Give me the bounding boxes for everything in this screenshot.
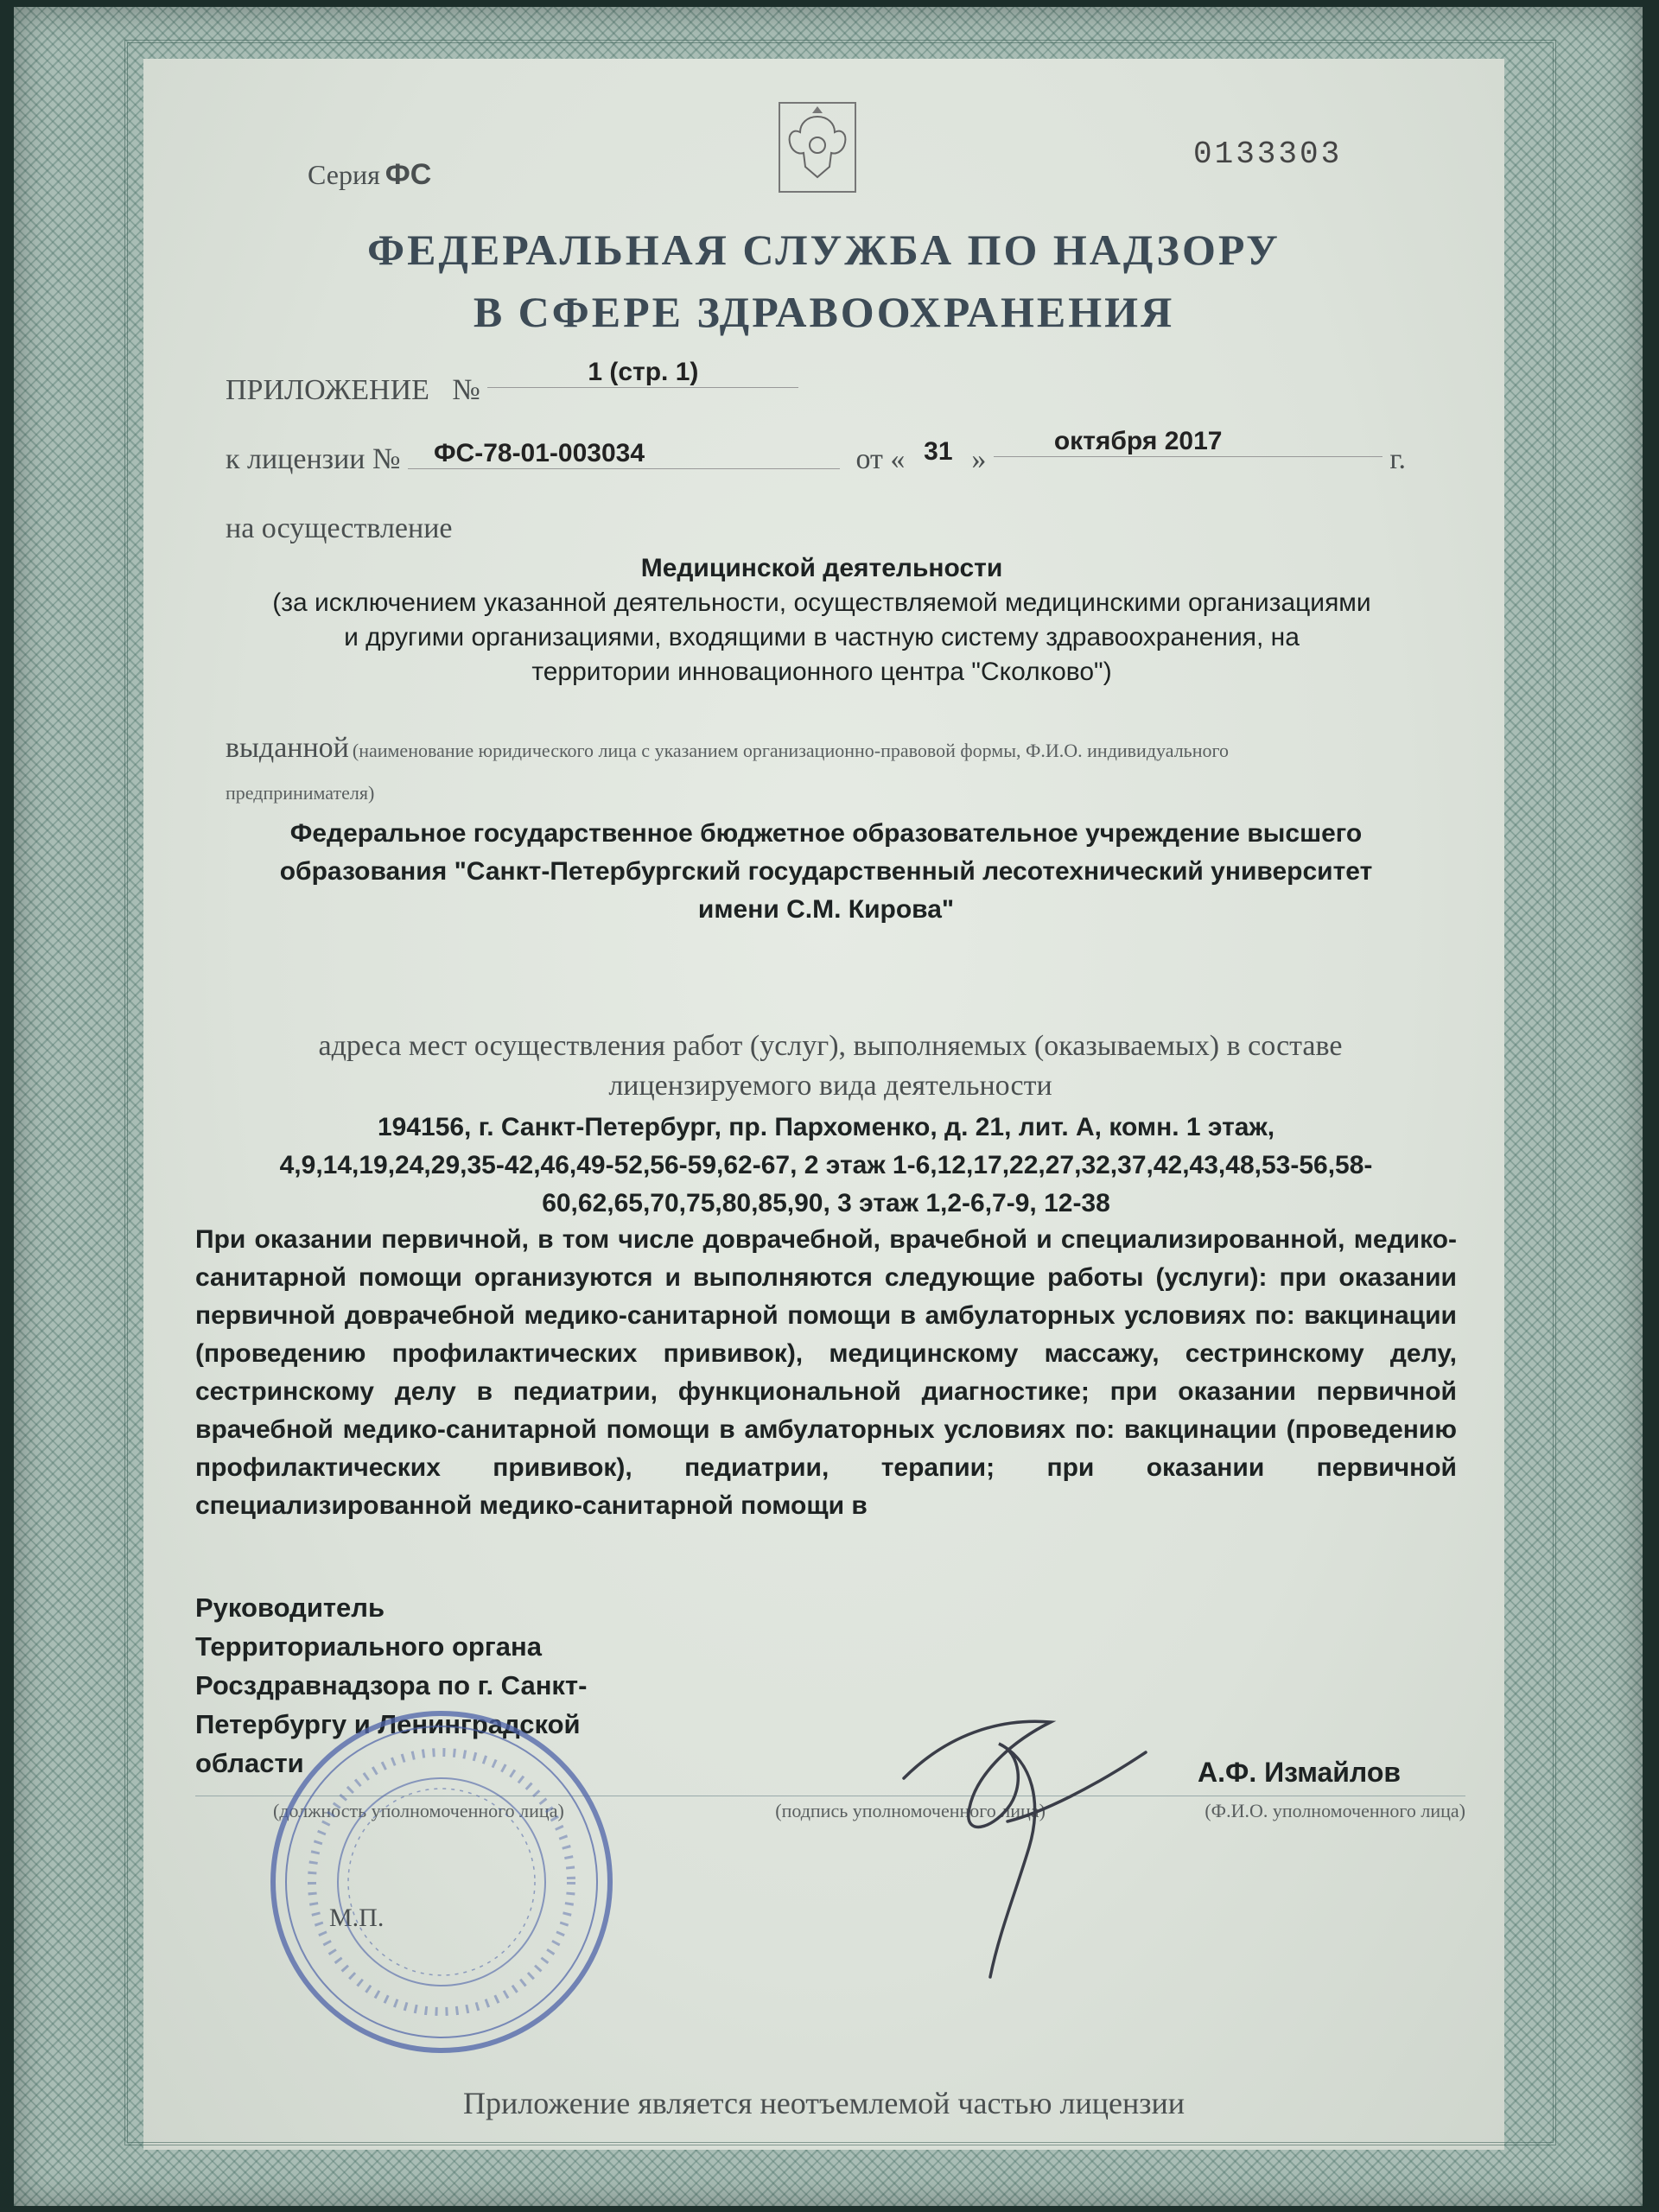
- coat-of-arms-emblem-icon: [774, 98, 861, 197]
- series-value: ФС: [385, 158, 432, 191]
- agency-title: [143, 219, 1504, 343]
- caption-name: (Ф.И.О. уполномоченного лица): [1205, 1800, 1465, 1821]
- agency-title-line1: ФЕДЕРАЛЬНАЯ СЛУЖБА ПО НАДЗОРУ: [367, 226, 1281, 274]
- organization-line3: имени С.М. Кирова": [697, 895, 955, 924]
- appendix-label: ПРИЛОЖЕНИЕ: [226, 374, 429, 406]
- activity-line1: (за исключением указанной деятельности, осуществляемой медицинскими организациями: [272, 588, 1371, 617]
- signatory-name: А.Ф. Измайлов: [1198, 1757, 1402, 1788]
- license-month-year: октября 2017: [994, 427, 1382, 457]
- addresses-label-line1: адреса мест осуществления работ (услуг), выполняемых (оказываемых) в составе: [318, 1030, 1343, 1062]
- license-number: ФС-78-01-003034: [408, 439, 840, 469]
- activity-label: на осуществление: [226, 512, 453, 544]
- license-label: к лицензии №: [226, 443, 401, 475]
- caption-signature: (подпись уполномоченного лица): [775, 1800, 1046, 1821]
- year-suffix: г.: [1389, 443, 1406, 475]
- signatory-line5: области: [195, 1748, 304, 1778]
- signature-captions: [195, 1796, 1465, 1822]
- activity-block: [195, 551, 1448, 690]
- signatory-line2: Территориального органа: [195, 1631, 542, 1662]
- address-line2: 4,9,14,19,24,29,35-42,46,49-52,56-59,62-67, 2 этаж 1-6,12,17,22,27,32,37,42,43,48,53-56,58-: [279, 1151, 1373, 1179]
- document-body: [143, 59, 1504, 2150]
- date-close-quote: »: [971, 443, 987, 475]
- license-day: 31: [924, 437, 953, 466]
- activity-line2: и другими организациями, входящими в частную систему здравоохранения, на: [344, 623, 1300, 652]
- date-open-quote: от «: [855, 443, 906, 475]
- issued-note: (наименование юридического лица с указанием организационно-правовой формы, Ф.И.О. индивидуального: [352, 740, 1229, 761]
- signatory-line4: Петербургу и Ленинградской: [195, 1709, 581, 1739]
- addresses-label-line2: лицензируемого вида деятельности: [608, 1070, 1052, 1102]
- address-line1: 194156, г. Санкт-Петербург, пр. Пархоменко, д. 21, лит. А, комн. 1 этаж,: [377, 1113, 1275, 1141]
- blank-number: 0133303: [1193, 137, 1343, 172]
- address-line3: 60,62,65,70,75,80,85,90, 3 этаж 1,2-6,7-9, 12-38: [542, 1189, 1110, 1217]
- footer-note: Приложение является неотъемлемой частью лицензии: [463, 2086, 1185, 2120]
- official-round-stamp-icon: [260, 1700, 623, 2063]
- organization-line1: Федеральное государственное бюджетное образовательное учреждение высшего: [289, 819, 1363, 848]
- signatory-position: [195, 1588, 679, 1783]
- address-block: [165, 1109, 1487, 1223]
- issued-row: [226, 728, 1470, 816]
- series-label: Серия ФС: [308, 158, 432, 191]
- organization-name: [195, 815, 1457, 929]
- license-row: [226, 427, 1435, 476]
- handwritten-signature-icon: [869, 1683, 1154, 1994]
- issued-note-continued: предпринимателя): [226, 782, 375, 804]
- signatory-line3: Росздравнадзора по г. Санкт-: [195, 1670, 588, 1700]
- activity-line3: территории инновационного центра "Сколково"): [531, 658, 1112, 686]
- signatory-line1: Руководитель: [195, 1592, 385, 1623]
- issued-label: выданной: [226, 732, 349, 764]
- seal-place-label: М.П.: [329, 1904, 385, 1932]
- license-appendix-document: [14, 7, 1643, 2206]
- addresses-label: [178, 1027, 1483, 1106]
- appendix-row: [226, 358, 798, 407]
- caption-position: (должность уполномоченного лица): [273, 1800, 564, 1821]
- services-text: При оказании первичной, в том числе доврачебной, врачебной и специализированной, медико-санитарной помощи организуются и выполняются следующие работы (услуги): при оказании первичной доврачебной медико-санитарной помощи в амбулаторных условиях по: вакцинации (проведению профилактических прививок), медицинскому массажу, сестринскому делу, сестринскому делу в педиатрии, функциональной диагностике; при оказании первичной врачебной медико-санитарной помощи в амбулаторных условиях по: вакцинации (проведению профилактических прививок), педиатрии, терапии; при оказании первичной специализированной медико-санитарной помощи в: [195, 1225, 1457, 1520]
- agency-title-line2: В СФЕРЕ ЗДРАВООХРАНЕНИЯ: [473, 288, 1175, 336]
- organization-line2: образования "Санкт-Петербургский государственный лесотехнический университет: [279, 857, 1373, 886]
- activity-title: Медицинской деятельности: [640, 554, 1003, 582]
- appendix-number: 1 (стр. 1): [487, 358, 798, 388]
- appendix-no-sign: №: [452, 374, 480, 406]
